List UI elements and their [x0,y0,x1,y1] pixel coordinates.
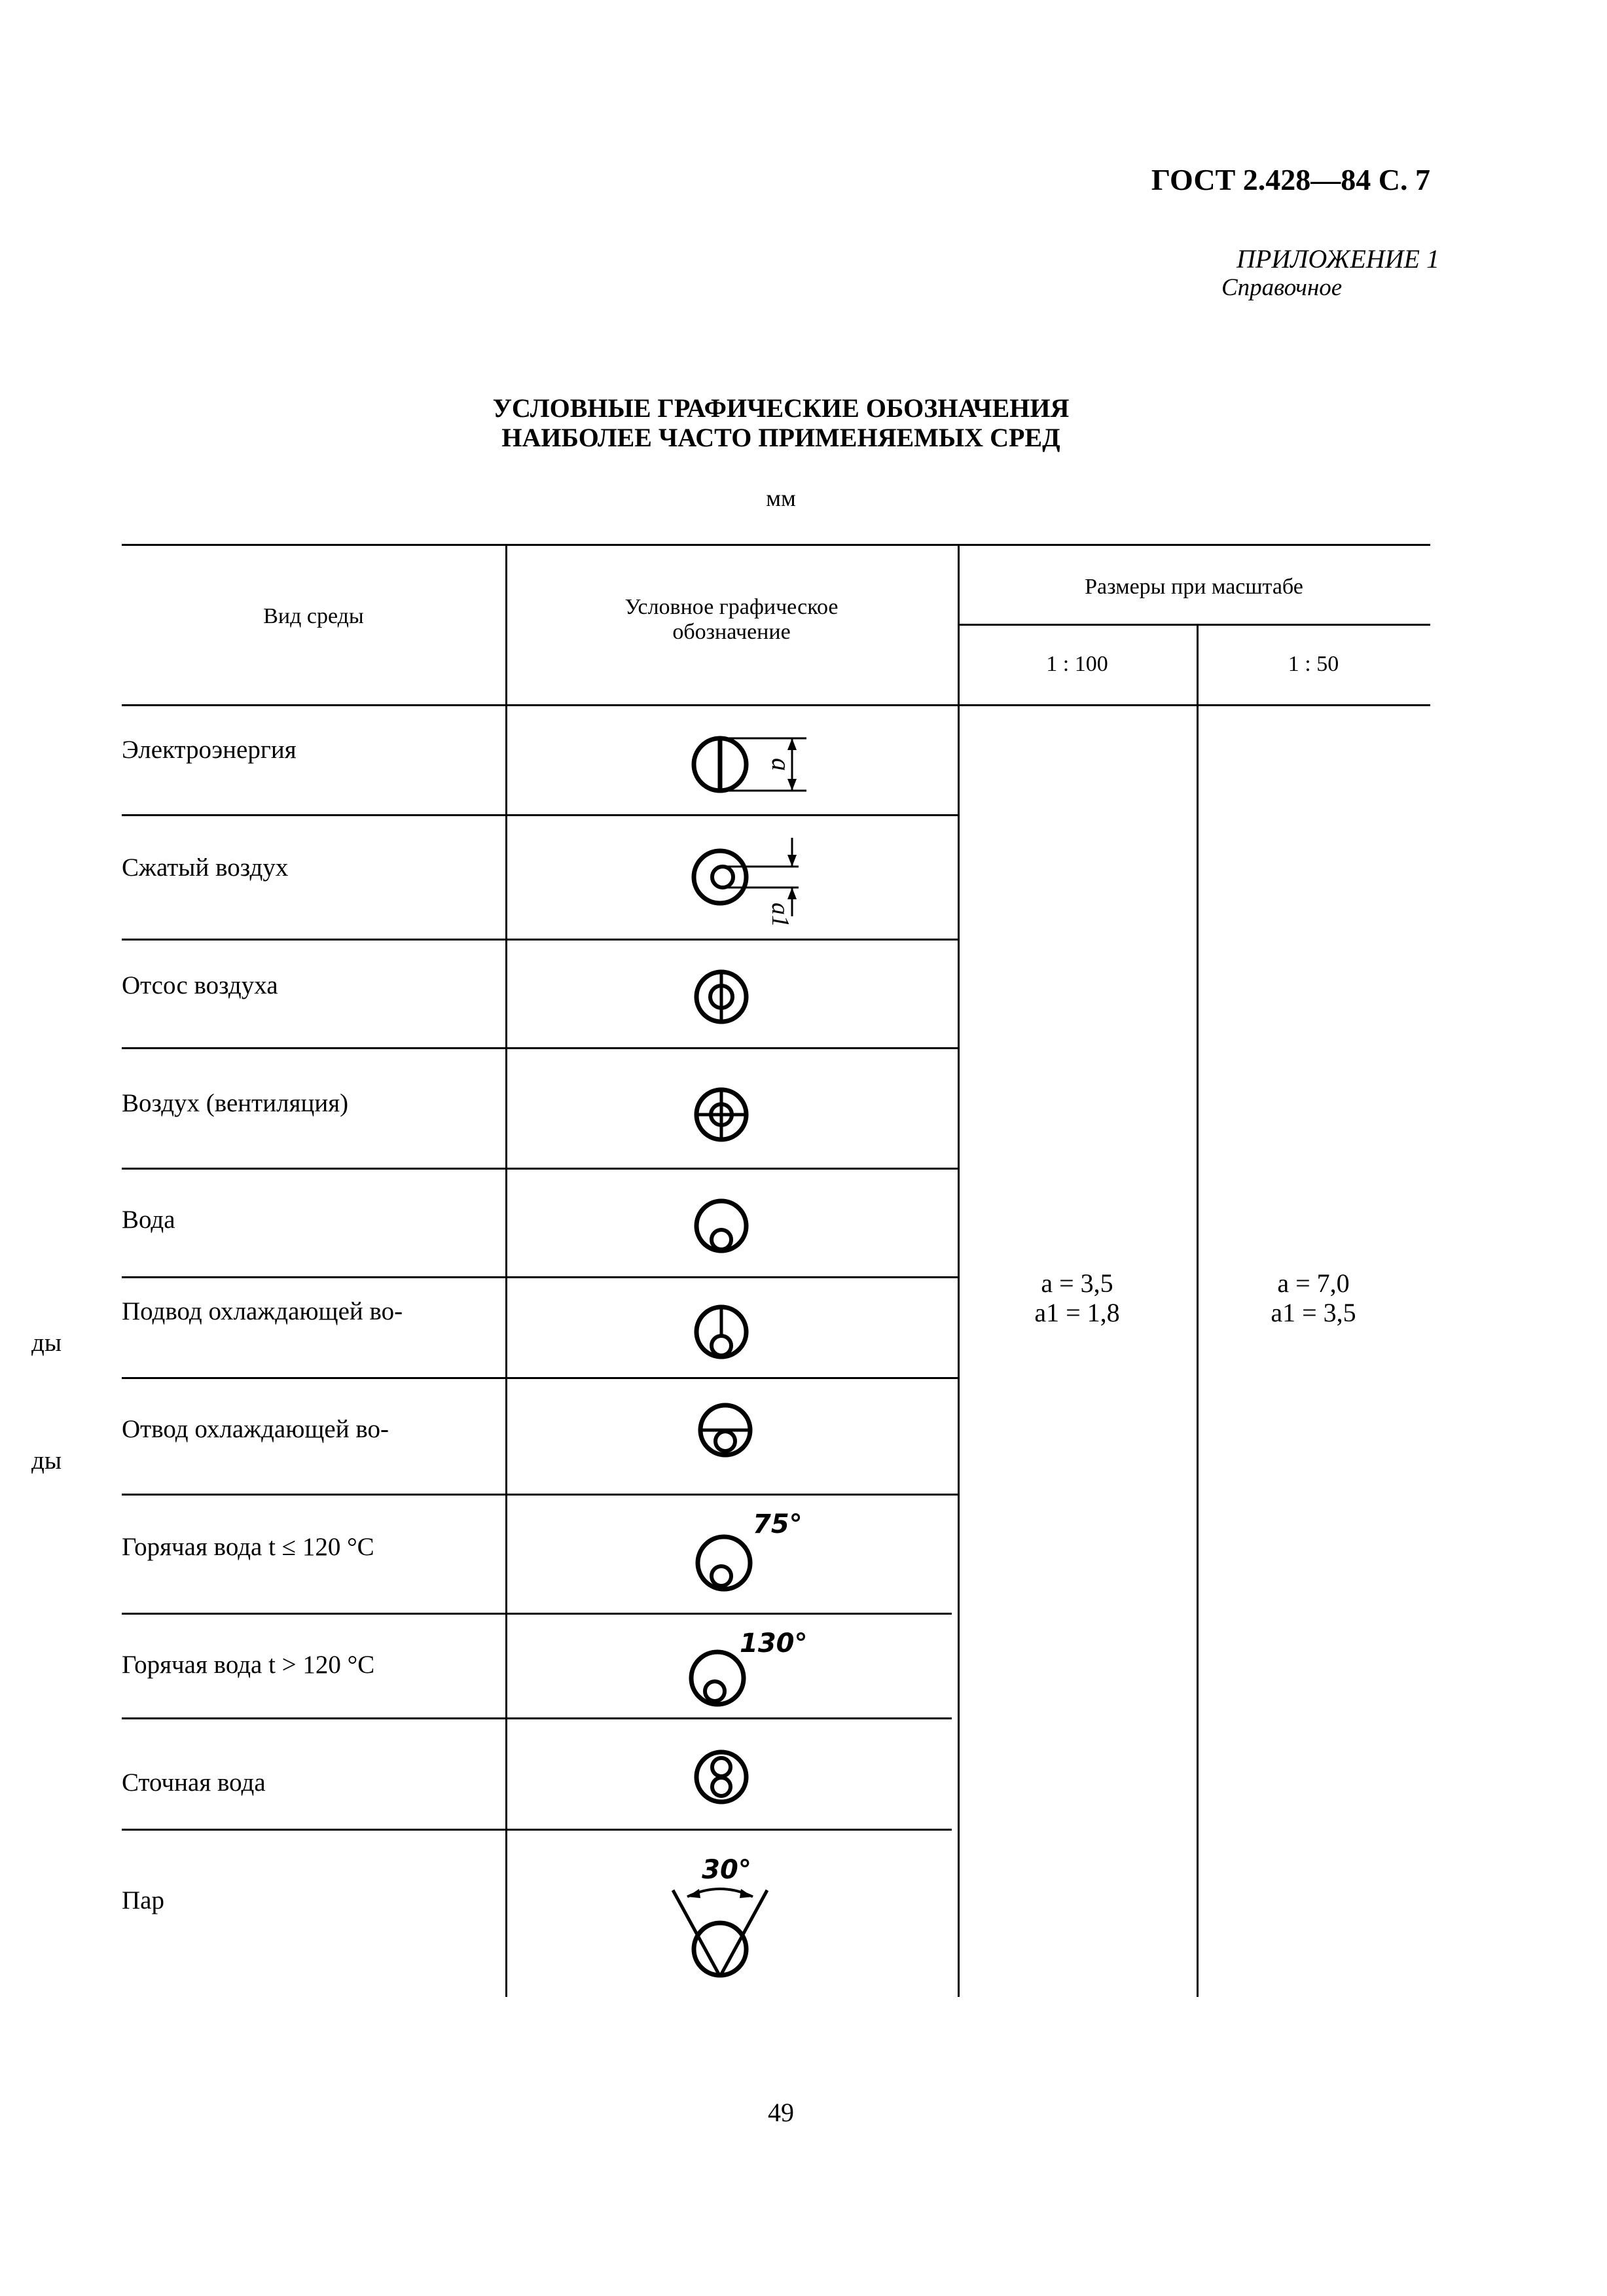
page-number: 49 [768,2098,794,2127]
cooling-water-supply-icon [692,1302,751,1361]
hot-water-low-icon [687,1499,818,1604]
row-label-line-2: ды [31,1329,62,1357]
ventilation-air-icon [692,1085,751,1144]
row-label-water: Вода [122,1206,175,1234]
compressed-air-icon [681,831,825,942]
row-label-ventilation-air: Воздух (вентиляция) [122,1089,349,1117]
page-title-line-2: НАИБОЛЕЕ ЧАСТО ПРИМЕНЯЕМЫХ СРЕД [501,423,1060,452]
appendix-subtitle: Справочное [1221,274,1343,301]
row-label-cooling-water-return [31,1414,479,1477]
header-symbol-line-1: Условное графическое [624,595,839,619]
hot-water-high-icon [681,1618,831,1723]
row-label-steam: Пар [122,1886,164,1914]
row-rule [122,1377,958,1379]
row-rule [122,1494,958,1496]
unit-label: мм [766,485,796,511]
row-label-air-suction: Отсос воздуха [122,971,278,999]
header-scale-1-100: 1 : 100 [1046,652,1108,676]
row-rule [122,814,958,816]
row-label-line-2: ды [31,1446,62,1475]
table-top-rule [122,544,1430,546]
water-icon [692,1196,751,1255]
size-a1-1-100: a1 = 1,8 [1034,1298,1120,1327]
page-title-line-1: УСЛОВНЫЕ ГРАФИЧЕСКИЕ ОБОЗНАЧЕНИЯ [492,393,1070,423]
sizes-scale-1-100 [958,1268,1197,1327]
row-label-hot-water-high: Горячая вода t > 120 °C [122,1651,375,1679]
size-a1-1-50: a1 = 3,5 [1271,1298,1356,1327]
row-rule [122,1613,952,1615]
row-rule [122,939,958,941]
row-label-cooling-water-supply [31,1296,479,1359]
dimension-label-a1: a1 [767,903,794,927]
header-bottom-rule [122,704,1430,706]
dimension-label-a: a [767,758,796,771]
row-rule [122,1047,958,1049]
temperature-label-75: 75° [753,1509,803,1539]
row-label-compressed-air: Сжатый воздух [122,853,289,882]
header-sizes: Размеры при масштабе [1085,575,1303,599]
row-label-electric-power: Электроэнергия [122,736,297,764]
column-divider-1 [505,544,507,1997]
header-symbol-line-2: обозначение [672,620,791,644]
electric-power-icon [681,726,825,798]
temperature-label-130: 130° [740,1628,808,1659]
document-reference: ГОСТ 2.428—84 С. 7 [1151,163,1430,196]
steam-symbol-graphic [661,1846,779,1983]
sizes-scale-1-50 [1197,1268,1430,1327]
row-rule [122,1829,952,1831]
size-a-1-100: a = 3,5 [1041,1268,1113,1298]
header-scale-1-50: 1 : 50 [1288,652,1339,676]
waste-water-icon [692,1748,751,1806]
size-a-1-50: a = 7,0 [1277,1268,1350,1298]
row-label-waste-water: Сточная вода [122,1768,266,1797]
scale-header-rule [958,624,1430,626]
angle-label-30: 30° [702,1855,751,1885]
air-suction-icon [692,967,751,1026]
row-label-hot-water-low: Горячая вода t ≤ 120 °C [122,1533,374,1561]
row-label-line-1: Подвод охлаждающей во- [122,1297,403,1325]
row-label-line-1: Отвод охлаждающей во- [122,1415,389,1443]
header-medium: Вид среды [263,604,364,628]
appendix-title: ПРИЛОЖЕНИЕ 1 [1237,244,1439,274]
cooling-water-return-icon [696,1401,755,1460]
row-rule [122,1276,958,1278]
row-rule [122,1168,958,1170]
